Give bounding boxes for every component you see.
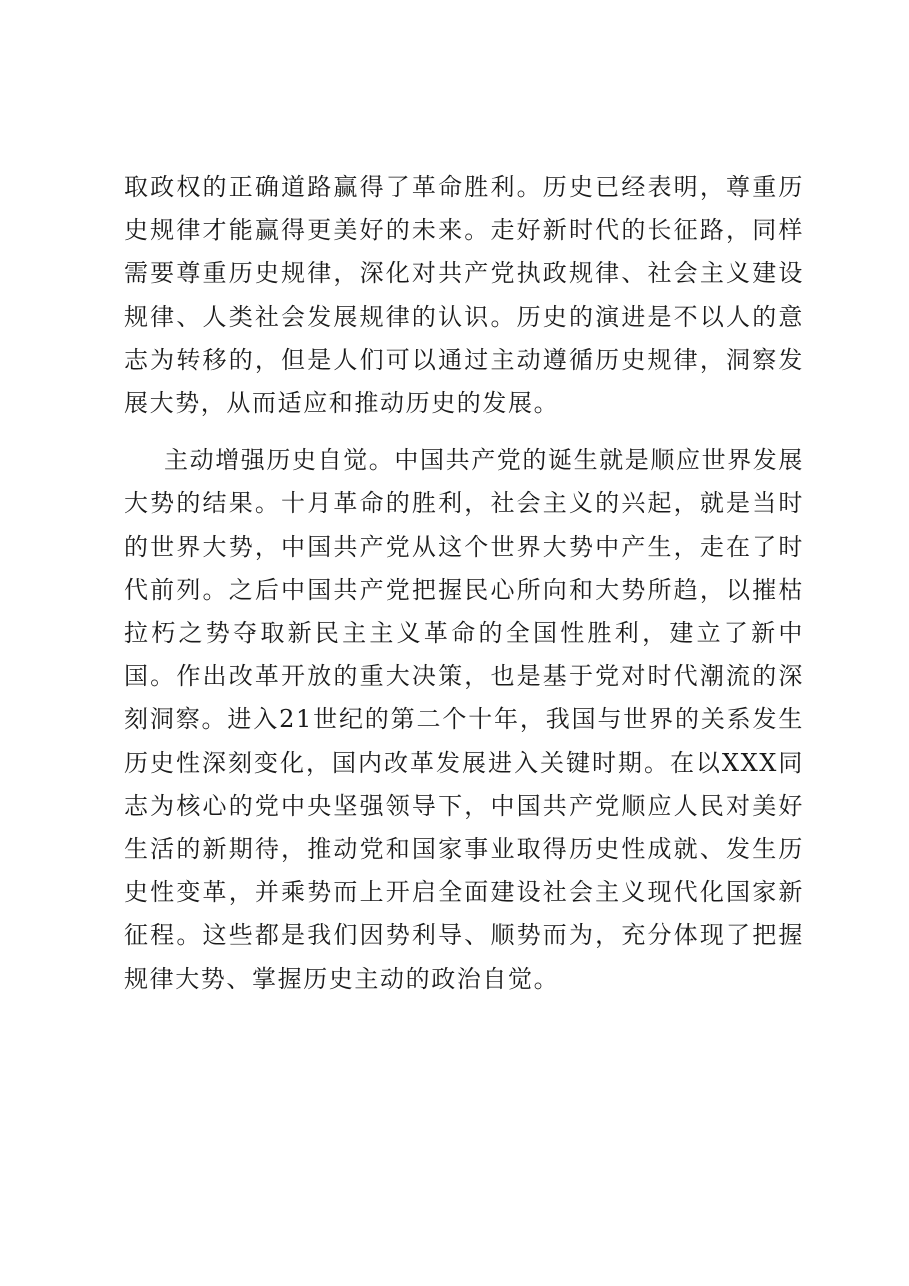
document-body	[124, 166, 804, 1001]
paragraph-historical-awareness: 主动增强历史自觉。中国共产党的诞生就是顺应世界发展大势的结果。十月革命的胜利，社会主义的兴起，就是当时的世界大势，中国共产党从这个世界大势中产生，走在了时代前列。之后中国共产党把握民心所向和大势所趋，以摧枯拉朽之势夺取新民主主义革命的全国性胜利，建立了新中国。作出改革开放的重大决策，也是基于党对时代潮流的深刻洞察。进入21世纪的第二个十年，我国与世界的关系发生历史性深刻变化，国内改革发展进入关键时期。在以XXX同志为核心的党中央坚强领导下，中国共产党顺应人民对美好生活的新期待，推动党和国家事业取得历史性成就、发生历史性变革，并乘势而上开启全面建设社会主义现代化国家新征程。这些都是我们因势利导、顺势而为，充分体现了把握规律大势、掌握历史主动的政治自觉。	[124, 446, 804, 993]
paragraph-continuation: 取政权的正确道路赢得了革命胜利。历史已经表明，尊重历史规律才能赢得更美好的未来。走好新时代的长征路，同样需要尊重历史规律，深化对共产党执政规律、社会主义建设规律、人类社会发展规律的认识。历史的演进是不以人的意志为转移的，但是人们可以通过主动遵循历史规律，洞察发展大势，从而适应和推动历史的发展。	[124, 173, 804, 418]
